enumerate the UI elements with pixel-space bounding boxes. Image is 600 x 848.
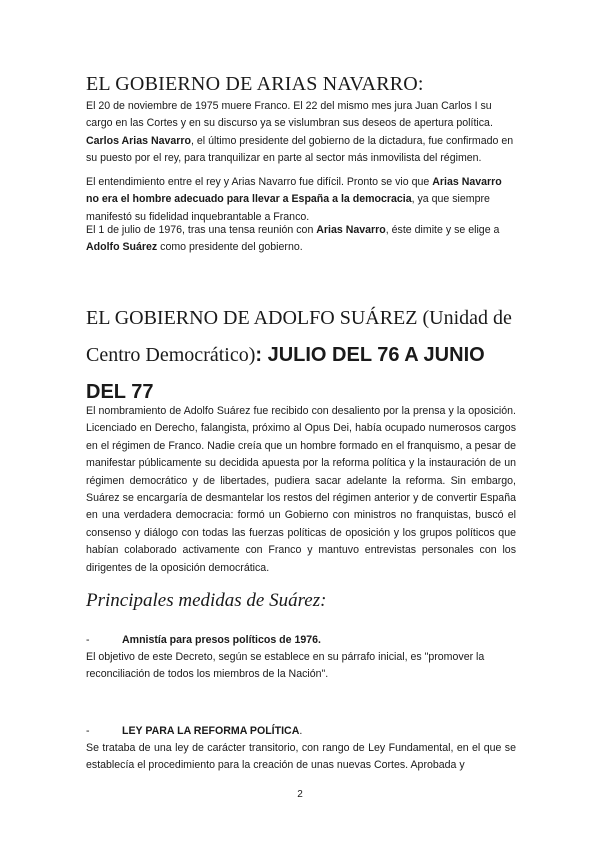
- bullet-heading-end: .: [299, 725, 303, 737]
- section-title-medidas: Principales medidas de Suárez:: [86, 590, 327, 611]
- bold-run: Arias Navarro: [316, 224, 386, 236]
- paragraph-amnistia: El objetivo de este Decreto, según se establece en su párrafo inicial, es "promover la reconciliación de todos los miembros de la Nación".: [86, 651, 485, 681]
- text-run: , ya que siempre manifestó su fidelidad inquebrantable a Franco.: [86, 193, 490, 223]
- text-run: El 20 de noviembre de 1975 muere Franco. El 22 del mismo mes jura Juan Carlos I su cargo en las Cortes y en su discurso ya se vislumbran sus deseos de apertura política.: [86, 100, 493, 130]
- paragraph-suarez-body: El nombramiento de Adolfo Suárez fue recibido con desaliento por la prensa y la oposición. Licenciado en Derecho, falangista, próximo al Opus Dei, había ocupado numerosos cargos en el régimen de Franco. Nadie creía que un hombre formado en el franquismo, a pesar de manifestar públicamente su decidida apuesta por la reforma política y la instauración de un régimen democrático y de libertades, pudiera sacar adelante la reforma. Sin embargo, Suárez se encargaría de desmantelar los restos del régimen anterior y de convertir España en una verdadera democracia: formó un Gobierno con ministros no franquistas, buscó el consenso y diálogo con todas las fuerzas políticas de oposición y los grupos políticos que habían colaborado activamente con Franco y mantuvo entrevistas personales con los dirigentes de la oposición democrática.: [86, 405, 516, 574]
- section-title-adolfo-suarez: [86, 300, 526, 411]
- paragraph-arias-3: [86, 222, 516, 257]
- page-number: 2: [297, 789, 303, 800]
- section-title-arias-navarro: EL GOBIERNO DE ARIAS NAVARRO:: [86, 73, 424, 95]
- bold-run: Adolfo Suárez: [86, 241, 158, 254]
- bold-run: Carlos Arias Navarro: [86, 134, 192, 147]
- text-run: como presidente del gobierno.: [157, 241, 303, 254]
- bullet-heading: Amnistía para presos políticos de 1976.: [122, 634, 322, 646]
- bullet-dash: -: [86, 634, 90, 646]
- bullet-heading-wrap: [122, 723, 302, 740]
- paragraph-ley-reforma: Se trataba de una ley de carácter transitorio, con rango de Ley Fundamental, en el que se establecía el procedimiento para la creación de unas nuevas Cortes. Aprobada y: [86, 742, 516, 772]
- bold-run: Arias Navarro no era el hombre adecuado para llevar a España a la democracia: [86, 176, 502, 206]
- bullet-heading: LEY PARA LA REFORMA POLÍTICA: [122, 725, 300, 737]
- text-run: , éste dimite y se elige a: [385, 224, 500, 236]
- paragraph-arias-1: [86, 98, 516, 168]
- title-bold-run: : JULIO DEL 76 A JUNIO DEL 77: [86, 344, 485, 403]
- text-run: El entendimiento entre el rey y Arias Navarro fue difícil. Pronto se vio que: [86, 176, 433, 188]
- title-serif-run: EL GOBIERNO DE ADOLFO SUÁREZ (Unidad de Centro Democrático): [86, 307, 512, 366]
- bullet-dash: -: [86, 725, 90, 737]
- text-run: , el último presidente del gobierno de la dictadura, fue confirmado en su puesto por el rey, para tranquilizar en parte al sector más inmovilista del régimen.: [86, 134, 514, 165]
- text-run: El 1 de julio de 1976, tras una tensa reunión con: [86, 224, 317, 236]
- paragraph-arias-2: [86, 174, 516, 226]
